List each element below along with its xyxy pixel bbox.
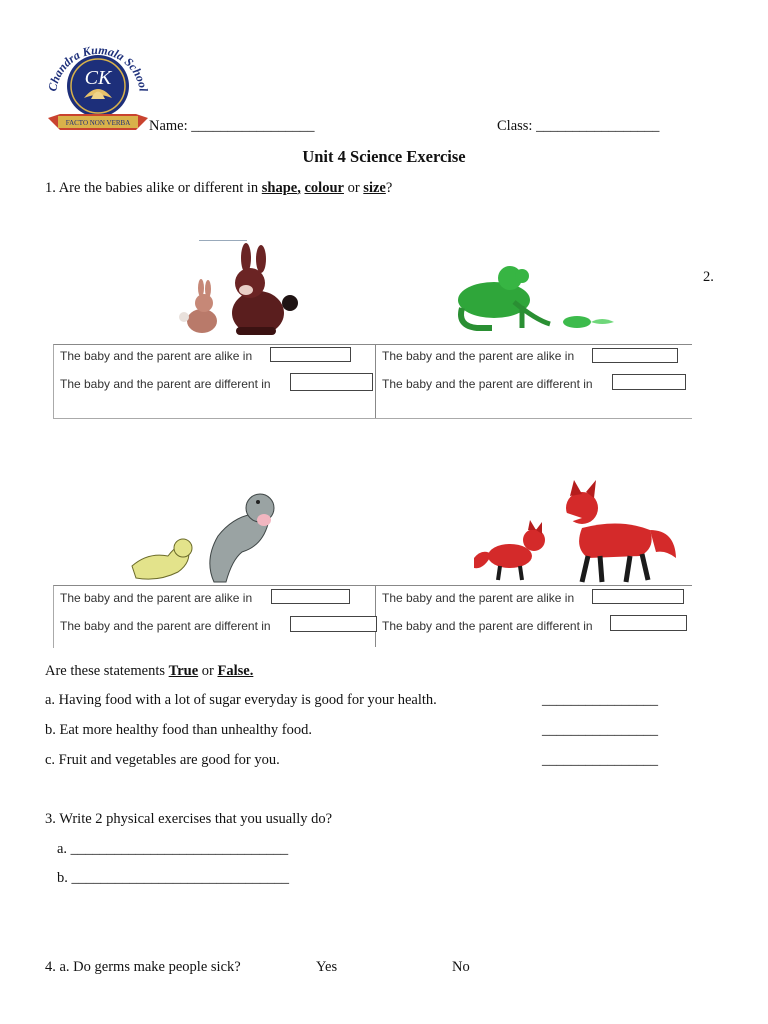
card-4-different-box[interactable] <box>610 615 687 631</box>
question-1: 1. Are the babies alike or different in shape, colour or size? <box>45 180 393 196</box>
rabbit-illustration <box>170 243 305 341</box>
seal-illustration <box>128 490 280 586</box>
statement-c: c. Fruit and vegetables are good for you. <box>45 752 280 768</box>
frog-illustration <box>452 262 622 337</box>
question-4: 4. a. Do germs make people sick? <box>45 959 241 975</box>
school-logo <box>44 44 152 134</box>
question-3: 3. Write 2 physical exercises that you usually do? <box>45 811 333 827</box>
card-2-different-box[interactable] <box>612 374 686 390</box>
logo-monogram: CK <box>84 67 112 89</box>
card-3-alike: The baby and the parent are alike in <box>60 591 253 605</box>
statement-b-blank[interactable]: ________________ <box>542 722 658 738</box>
card-1-alike: The baby and the parent are alike in <box>60 349 253 363</box>
card-1-different: The baby and the parent are different in <box>60 377 271 391</box>
card-2-different: The baby and the parent are different in <box>382 377 593 391</box>
divider <box>199 240 247 241</box>
card-1-different-box[interactable] <box>290 373 373 391</box>
grid-divider <box>375 344 376 418</box>
logo-school-name: Chandra Kumala School <box>45 44 151 93</box>
exercise-a-blank[interactable]: a. ______________________________ <box>57 841 289 857</box>
card-4-different: The baby and the parent are different in <box>382 619 593 633</box>
exercise-b-blank[interactable]: b. ______________________________ <box>57 870 289 886</box>
name-field[interactable]: Name: _________________ <box>149 118 315 134</box>
card-2-alike: The baby and the parent are alike in <box>382 349 575 363</box>
card-4-alike: The baby and the parent are alike in <box>382 591 575 605</box>
card-4-alike-box[interactable] <box>592 589 684 604</box>
logo-motto: FACTO NON VERBA <box>65 119 131 127</box>
true-false-prompt: Are these statements True or False. <box>45 663 254 679</box>
statement-a: a. Having food with a lot of sugar everyday is good for your health. <box>45 692 437 708</box>
page-title: Unit 4 Science Exercise <box>302 147 466 166</box>
fox-illustration <box>470 478 680 586</box>
card-3-different: The baby and the parent are different in <box>60 619 271 633</box>
answer-no[interactable]: No <box>452 959 470 975</box>
card-3-alike-box[interactable] <box>271 589 350 604</box>
card-2-alike-box[interactable] <box>592 348 678 363</box>
class-field[interactable]: Class: _________________ <box>497 118 660 134</box>
side-number: 2. <box>703 269 714 285</box>
card-1-alike-box[interactable] <box>270 347 351 362</box>
statement-c-blank[interactable]: ________________ <box>542 752 658 768</box>
card-3-different-box[interactable] <box>290 616 377 632</box>
statement-a-blank[interactable]: ________________ <box>542 692 658 708</box>
answer-yes[interactable]: Yes <box>316 959 338 975</box>
statement-b: b. Eat more healthy food than unhealthy food. <box>45 722 312 738</box>
